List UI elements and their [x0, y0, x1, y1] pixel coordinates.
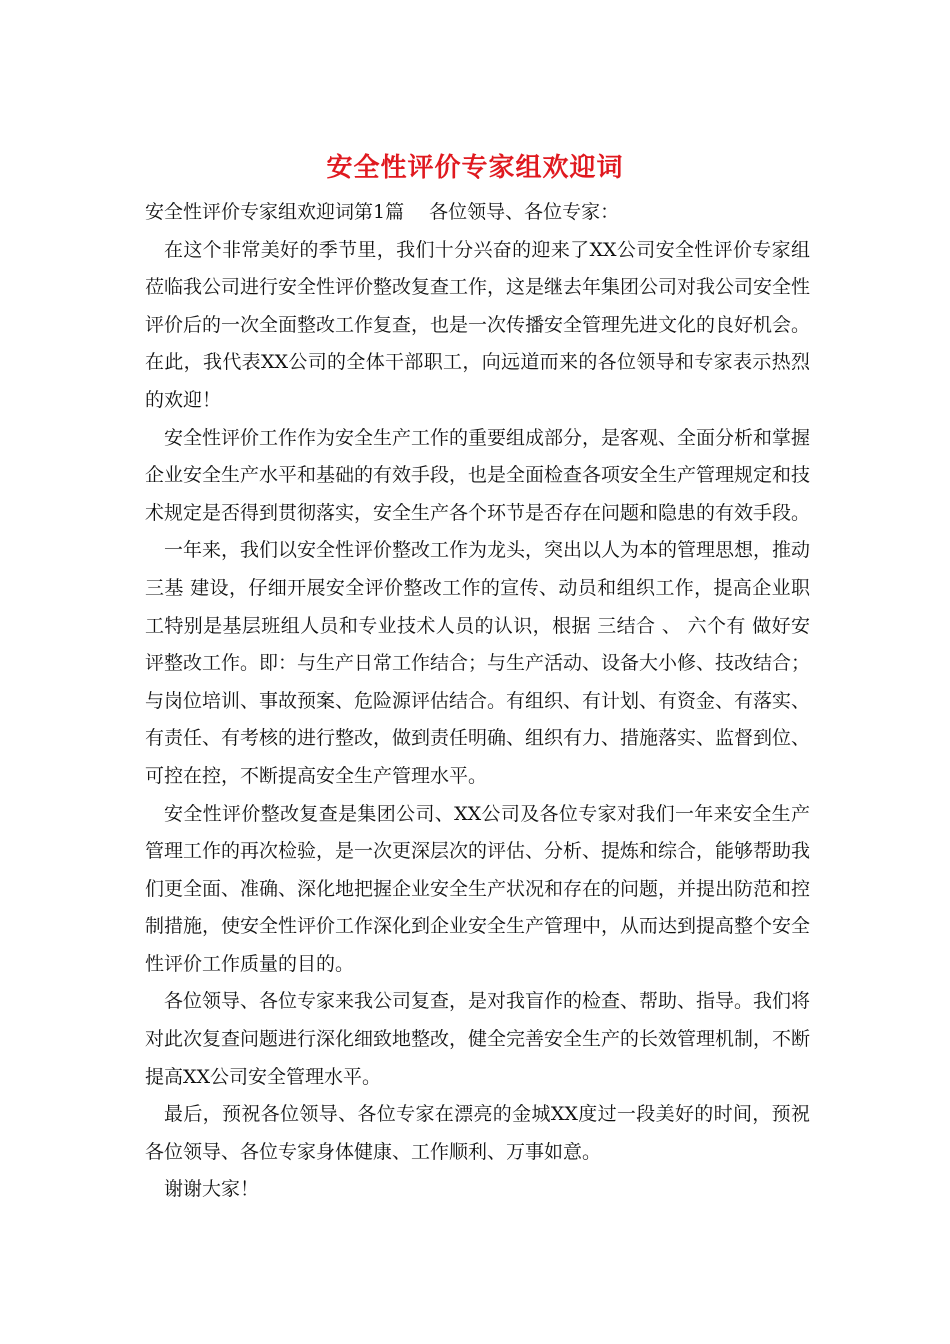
paragraph-closing: 谢谢大家！	[164, 1178, 260, 1201]
paragraph: 安全性评价工作作为安全生产工作的重要组成部分，是客观、全面分析和掌握企业安全生产水平和基础的有效手段，也是全面检查各项安全生产管理规定和技术规定是否得到贯彻落实，安全生产各个环节是否存在问题和隐患的有效手段。	[145, 426, 811, 524]
paragraph: 安全性评价整改复查是集团公司、XX公司及各位专家对我们一年来安全生产管理工作的再次检验，是一次更深层次的评估、分析、提炼和综合，能够帮助我们更全面、准确、深化地把握企业安全生产状况和存在的问题，并提出防范和控制措施，使安全性评价工作深化到企业安全生产管理中，从而达到提高整个安全性评价工作质量的目的。	[145, 802, 811, 975]
paragraph: 一年来，我们以安全性评价整改工作为龙头，突出以人为本的管理思想，推动 三基 建设，仔细开展安全评价整改工作的宣传、动员和组织工作，提高企业职工特别是基层班组人员和专业技术人员的认识，根据 三结合 、 六个有 做好安评整改工作。即：与生产日常工作结合；与生产活动、设备大小修、技改结合；与岗位培训、事故预案、危险源评估结合。有组织、有计划、有资金、有落实、有责任、有考核的进行整改，做到责任明确、组织有力、措施落实、监督到位、可控在控，不断提高安全生产管理水平。	[145, 539, 811, 787]
document-body	[145, 194, 810, 1209]
document-title: 安全性评价专家组欢迎词	[326, 153, 624, 183]
paragraph: 各位领导、各位专家来我公司复查，是对我盲作的检查、帮助、指导。我们将对此次复查问题进行深化细致地整改，健全完善安全生产的长效管理机制，不断提高XX公司安全管理水平。	[145, 990, 811, 1088]
paragraph-heading-line: 安全性评价专家组欢迎词第1篇 各位领导、各位专家：	[145, 201, 620, 223]
paragraph: 最后，预祝各位领导、各位专家在漂亮的金城XX度过一段美好的时间，预祝各位领导、各位专家身体健康、工作顺利、万事如意。	[145, 1103, 810, 1163]
paragraph: 在这个非常美好的季节里，我们十分兴奋的迎来了XX公司安全性评价专家组莅临我公司进行安全性评价整改复查工作，这是继去年集团公司对我公司安全性评价后的一次全面整改工作复查，也是一次传播安全管理先进文化的良好机会。在此，我代表XX公司的全体干部职工，向远道而来的各位领导和专家表示热烈的欢迎！	[145, 238, 811, 411]
